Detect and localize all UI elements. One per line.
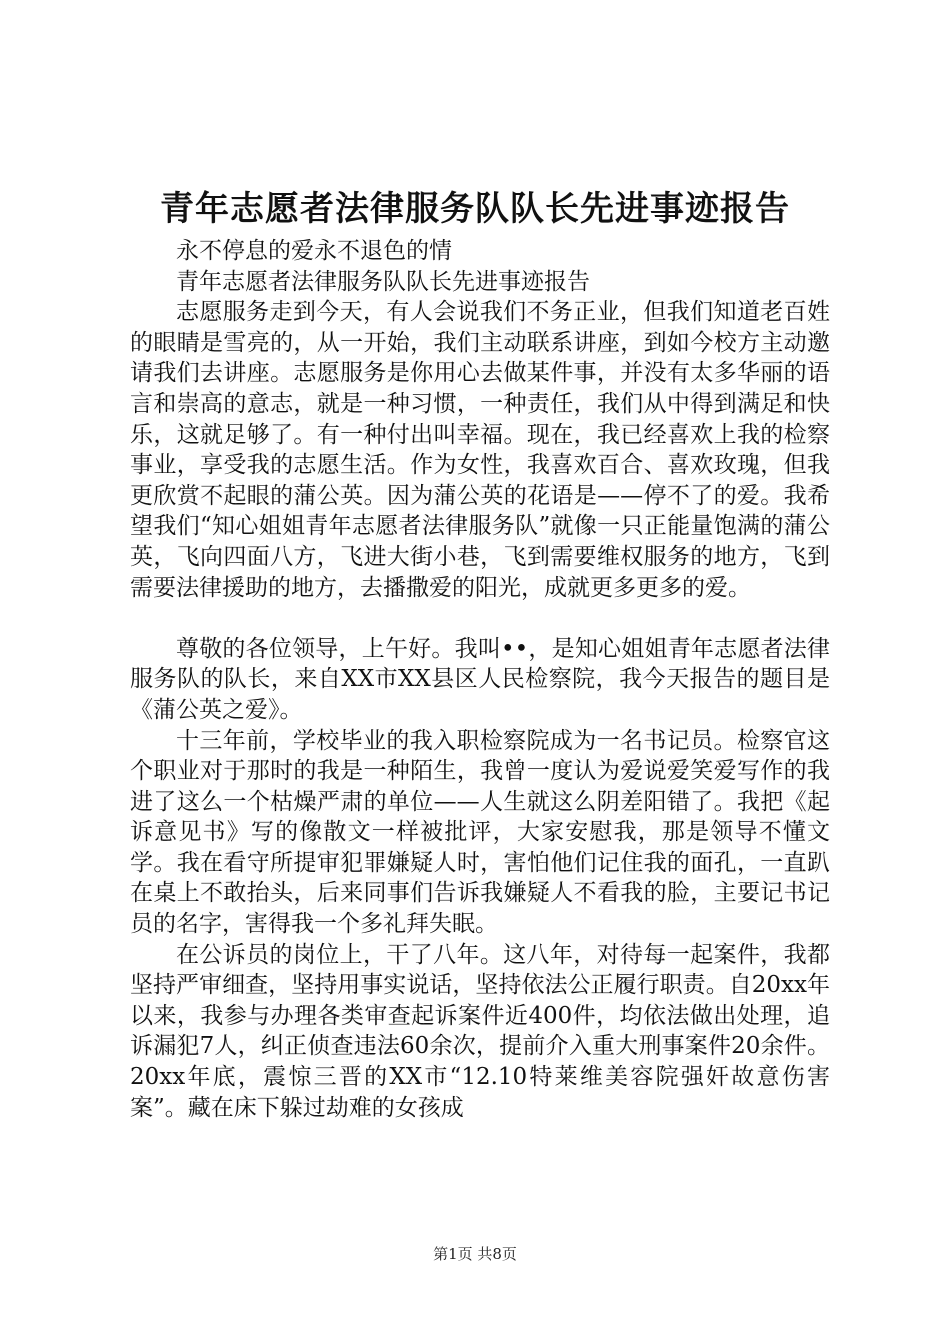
document-body bbox=[130, 236, 830, 1123]
heading-paragraph: 青年志愿者法律服务队队长先进事迹报告 bbox=[176, 268, 590, 295]
body-paragraph: 十三年前，学校毕业的我入职检察院成为一名书记员。检察官这个职业对于那时的我是一种陌生，我曾一度认为爱说爱笑爱写作的我进了这么一个枯燥严肃的单位——人生就这么阴差阳错了。我把《起诉意见书》写的像散文一样被批评，大家安慰我，那是领导不懂文学。我在看守所提审犯罪嫌疑人时，害怕他们记住我的面孔，一直趴在桌上不敢抬头，后来同事们告诉我嫌疑人不看我的脸，主要记书记员的名字，害得我一个多礼拜失眠。 bbox=[130, 727, 830, 938]
document-title: 青年志愿者法律服务队队长先进事迹报告 bbox=[160, 189, 790, 229]
page-number-footer: 第1页 共8页 bbox=[433, 1245, 517, 1263]
body-paragraph: 在公诉员的岗位上，干了八年。这八年，对待每一起案件，我都坚持严审细查，坚持用事实说话，坚持依法公正履行职责。自20xx年以来，我参与办理各类审查起诉案件近400件，均依法做出处理，追诉漏犯7人，纠正侦查违法60余次，提前介入重大刑事案件20余件。20xx年底，震惊三晋的XX市“12.10特莱维美容院强奸故意伤害案”。藏在床下躲过劫难的女孩成 bbox=[130, 941, 830, 1121]
body-paragraph: 志愿服务走到今天，有人会说我们不务正业，但我们知道老百姓的眼睛是雪亮的，从一开始，我们主动联系讲座，到如今校方主动邀请我们去讲座。志愿服务是你用心去做某件事，并没有太多华丽的语言和崇高的意志，就是一种习惯，一种责任，我们从中得到满足和快乐，这就足够了。有一种付出叫幸福。现在，我已经喜欢上我的检察事业，享受我的志愿生活。作为女性，我喜欢百合、喜欢玫瑰，但我更欣赏不起眼的蒲公英。因为蒲公英的花语是——停不了的爱。我希望我们“知心姐姐青年志愿者法律服务队”就像一只正能量饱满的蒲公英，飞向四面八方，飞进大街小巷，飞到需要维权服务的地方，飞到需要法律援助的地方，去播撒爱的阳光，成就更多更多的爱。 bbox=[130, 299, 830, 601]
body-paragraph: 尊敬的各位领导，上午好。我叫••，是知心姐姐青年志愿者法律服务队的队长，来自XX市XX县区人民检察院，我今天报告的题目是《蒲公英之爱》。 bbox=[130, 635, 830, 723]
subtitle-paragraph: 永不停息的爱永不退色的情 bbox=[176, 238, 452, 264]
blank-paragraph bbox=[130, 603, 830, 634]
